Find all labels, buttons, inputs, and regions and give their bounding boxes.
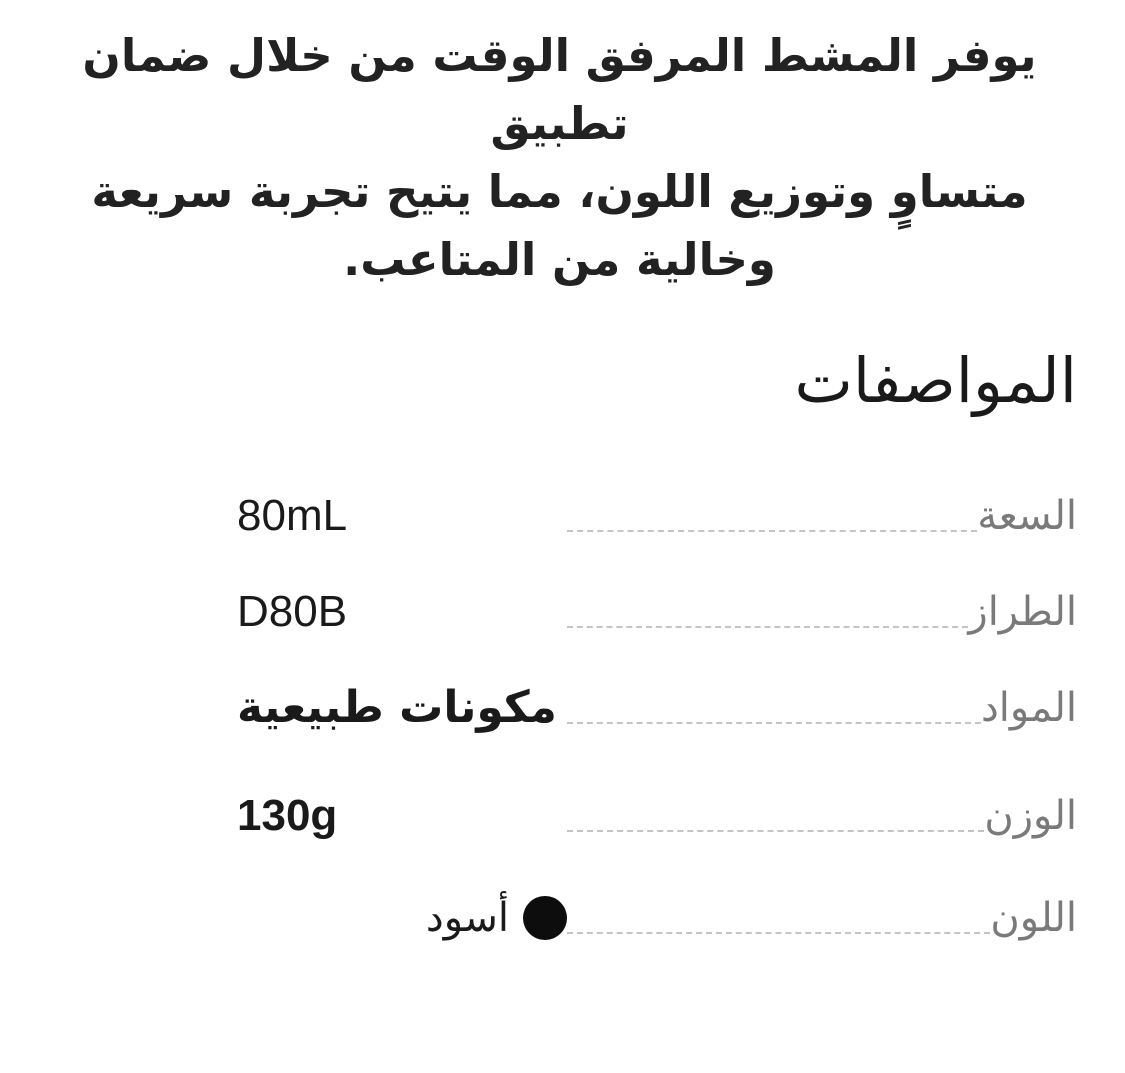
spec-value-model: D80B (237, 587, 348, 636)
product-description (40, 22, 1079, 294)
spec-row-material (237, 678, 1077, 738)
description-line: يوفر المشط المرفق الوقت من خلال ضمان تطبيق (82, 29, 1037, 150)
specs-title: المواصفات (794, 344, 1077, 417)
dotted-leader (567, 722, 981, 724)
dotted-leader (567, 626, 968, 628)
spec-value-material: مكونات طبيعية (237, 682, 557, 733)
dotted-leader (567, 830, 984, 832)
dotted-leader (567, 932, 990, 934)
spec-label-capacity: السعة (977, 493, 1077, 539)
spec-value-color (237, 888, 567, 948)
spec-value-weight: 130g (237, 791, 338, 840)
spec-label-color: اللون (990, 895, 1077, 941)
color-swatch-icon (523, 896, 567, 940)
spec-value-capacity: 80mL (237, 491, 348, 540)
spec-label-material: المواد (980, 685, 1077, 731)
spec-label-weight: الوزن (984, 793, 1077, 839)
spec-label-model: الطراز (968, 589, 1077, 635)
spec-row-color (237, 888, 1077, 948)
description-line: وخالية من المتاعب. (343, 233, 776, 286)
spec-row-weight (237, 786, 1077, 846)
spec-row-model (237, 582, 1077, 642)
dotted-leader (567, 530, 977, 532)
spec-row-capacity (237, 486, 1077, 546)
color-name: أسود (425, 895, 509, 941)
color-value-group (426, 888, 567, 948)
description-line: متساوٍ وتوزيع اللون، مما يتيح تجربة سريعة (91, 165, 1028, 218)
